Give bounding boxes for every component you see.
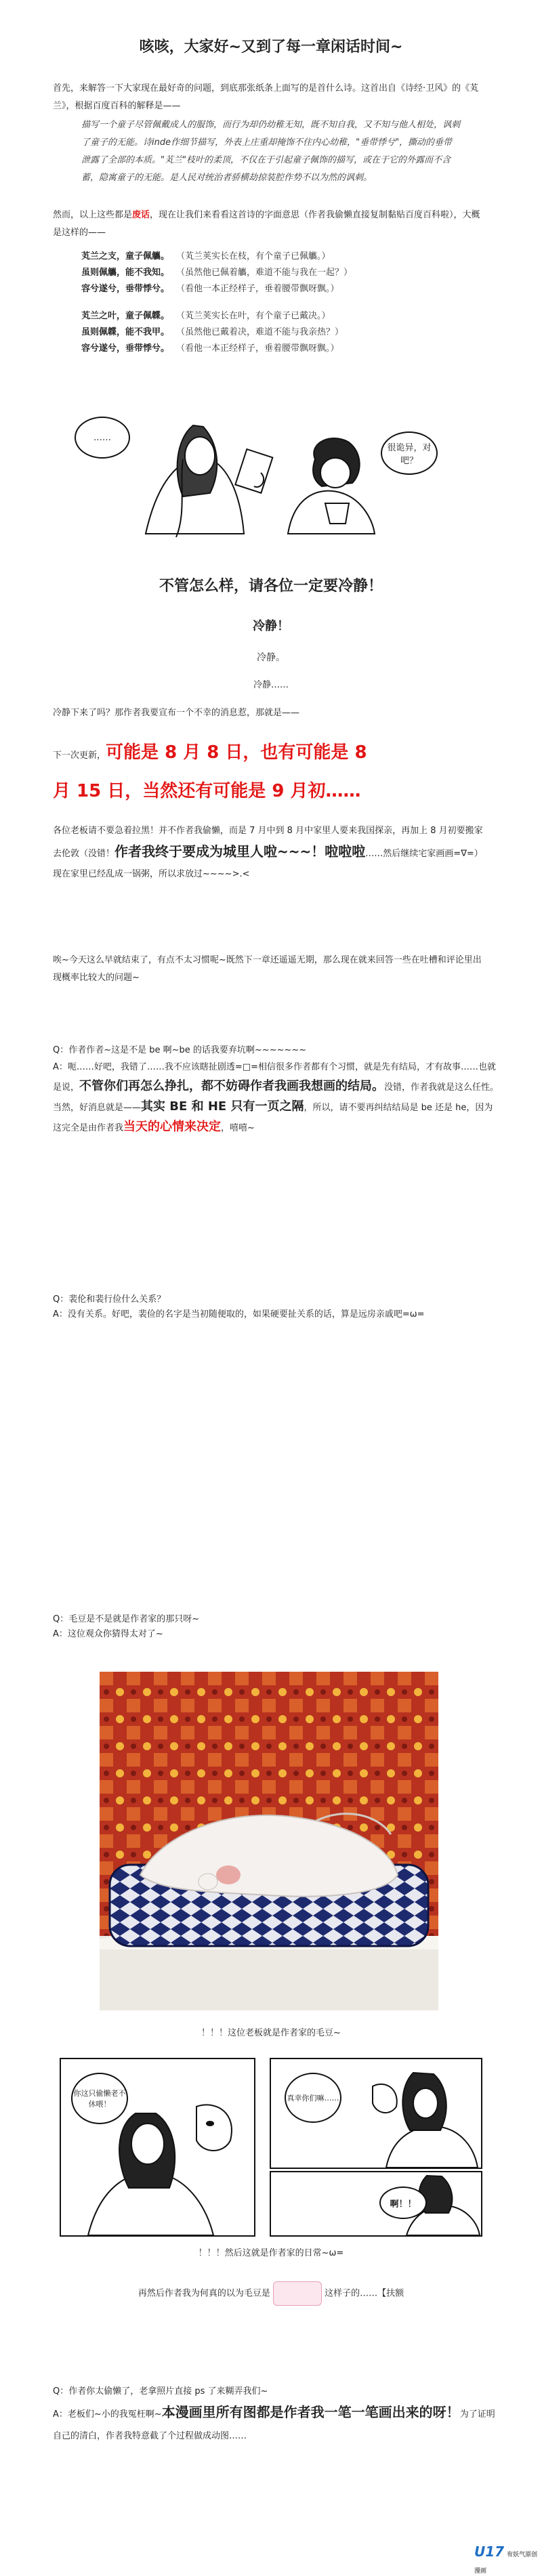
caption-text: 再然后作者我为何真的以为毛豆是 [138, 2288, 270, 2299]
logo-subtext: 有妖气原创漫画 [474, 2552, 538, 2575]
answer-2: A：没有关系。好吧，裴俭的名字是当初随便取的，如果硬要扯关系的话，算是远房亲戚吧=ω= [53, 1309, 425, 1319]
character-left-drawing [146, 425, 272, 537]
logo-text: U17 [474, 2543, 505, 2560]
poem-original: 容兮遂兮，垂带悸兮。 [81, 343, 170, 354]
answer-3: A：这位观众你猜得太对了~ [53, 1629, 163, 1639]
answer-text: A：呃……好吧，我错了……我不应该瞎扯剧透=□=相信很多作者都有个习惯，就是先有结局，才有故事……也就是说， [53, 1062, 496, 1093]
poem-translation: （看他一本正经样子，垂着腰带飘呀飘。） [176, 284, 339, 294]
calm-line-3: 冷静…… [253, 680, 289, 690]
calm-headline: 不管怎么样，请各位一定要冷静！ [159, 578, 383, 595]
cat-photo [100, 1672, 438, 2010]
question-1: Q：作者作者~这是不是 be 啊~be 的话我要弃坑啊~~~~~~~ [53, 1045, 307, 1055]
answer-emphasis: 其实 BE 和 HE 只有一页之隔 [141, 1099, 304, 1114]
intro-paragraph-2 [53, 207, 486, 242]
comic-2-panel-right-bottom [270, 2171, 482, 2237]
poem-original: 虽则佩觿，能不我知。 [81, 268, 170, 278]
poem-original: 芄兰之叶，童子佩韘。 [81, 311, 170, 321]
intro-text: ，现在让我们来看看这首诗的字面意思（作者我偷懒直接复制黏贴百度百科啦），大概是这样的—— [53, 210, 480, 238]
answer-emphasis: 本漫画里所有图都是作者我一笔一笔画出来的呀！ [161, 2404, 460, 2420]
moving-text: ……然后继续宅家画画=∇=）现在家里已经乱成一锅粥，所以求放过~~~~>.< [53, 849, 483, 879]
question-2: Q：裴伦和裴行俭什么关系？ [53, 1294, 166, 1305]
update-date-2: 月 15 日，当然还有可能是 9 月初…… [53, 781, 361, 801]
poem-translation: （虽然他已戴着决，难道不能与我亲热？） [176, 327, 344, 337]
poem-line [81, 249, 461, 265]
poem-line [81, 324, 461, 341]
poem-original: 容兮遂兮，垂带悸兮。 [81, 284, 170, 294]
speech-bubble-2: 真幸你们嘛…… [285, 2073, 341, 2123]
photo-caption: ！！！这位老板就是作者家的毛豆~ [201, 2028, 341, 2038]
question-3: Q：毛豆是不是就是作者家的那只呀~ [53, 1614, 200, 1624]
comic-2-caption: ！！！然后这就是作者家的日常~ω= [198, 2248, 344, 2258]
answer-1 [53, 1058, 500, 1138]
poem-line [81, 281, 461, 297]
qa-intro-paragraph: 唉~今天这么早就结束了，有点不太习惯呢~既然下一章还遥遥无期，那么现在就来回答一些在吐槽和评论里出现概率比较大的问题~ [53, 955, 482, 983]
speech-bubble-right: 很诡异，对吧？ [381, 431, 438, 475]
page-title: 咳咳，大家好~又到了每一章闲话时间~ [139, 39, 403, 56]
comic-2-right-bottom-drawing [271, 2172, 481, 2235]
calm-line-1: 冷静！ [253, 619, 289, 633]
poem-line [81, 308, 461, 324]
speech-bubble-1: 你这只偷懒老不休喂！ [71, 2073, 128, 2124]
poem-stanza-2 [81, 308, 461, 357]
answer-text: ，所以，请不要再纠结结局是 be 还是 he，因为这完全是由作者我 [53, 1103, 493, 1133]
poem-stanza-1 [81, 249, 461, 297]
intro-paragraph: 首先，来解答一下大家现在最好奇的问题，到底那张纸条上面写的是首什么诗。这首出自《诗经·卫风》的《芄兰》，根据百度百科的解释是—— [53, 83, 479, 111]
comic-2-caption-2 [0, 2281, 542, 2306]
answer-emphasis: 不管你们再怎么挣扎，都不妨碍作者我画我想画的结局。 [79, 1079, 385, 1093]
poem-translation: （虽然他已佩着觿，难道不能与我在一起？） [176, 268, 353, 278]
answer-text: 为了证明自己的清白，作者我特意截了个过程做成动图…… [53, 2409, 495, 2441]
answer-4 [53, 2401, 500, 2447]
question-4: Q：作者你太偷懒了，老拿照片直接 ps 了来糊弄我们~ [53, 2386, 268, 2396]
poem-translation: （芄兰荚实长在枝，有个童子已佩觿。） [176, 251, 331, 261]
intro-quote: 描写一个童子尽管佩戴成人的服饰，而行为却仍幼稚无知，既不知自我，又不知与他人相处，讽刺了童子的无能。诗inde作细节描写，外表上庄重却掩饰不住内心幼稚，"垂带悸兮"，撕动的垂带泄露了全部的本质。"芄兰"枝叶的柔顶，不仅在于引起童子佩饰的描写，或在于它的外露而不含蓄，隐寓童子的无能。是人民对统治者骄横劫掠装腔作势不以为然的讽刺。 [81, 120, 461, 183]
poem-line [81, 265, 461, 281]
update-lead: 下一次更新， [53, 751, 106, 761]
poem-translation: （芄兰荚实长在叶，有个童子已戴决。） [176, 311, 331, 321]
poem-translation: （看他一本正经样子，垂着腰带飘呀飘。） [176, 343, 339, 354]
cat-photo-illustration [100, 1672, 438, 2010]
cat-sticker-image [273, 2281, 322, 2306]
moving-highlight: 作者我终于要成为城里人啦~~~！啦啦啦 [114, 843, 366, 860]
character-right-drawing [288, 438, 375, 534]
moving-paragraph [53, 821, 486, 885]
moving-text: 各位老板请不要急着拉黑！并不作者我偷懒，而是 7 月中到 8 月中家里人要来我国探亲，再加上 8 月初要搬家去伦敦（没错！ [53, 826, 483, 859]
calm-paragraph: 冷静下来了吗？那作者我要宣布一个不幸的消息惹，那就是—— [53, 708, 300, 718]
answer-text: 没错，作者我就是这么任性。当然，好消息就是—— [53, 1082, 499, 1113]
intro-text: 然而，以上这些都是 [53, 210, 133, 220]
poem-original: 芄兰之支，童子佩觿。 [81, 251, 170, 261]
calm-line-2: 冷静。 [257, 652, 285, 663]
speech-bubble-left: …… [75, 417, 130, 459]
caption-text: 这样子的……【扶额 [325, 2288, 404, 2299]
site-logo [474, 2543, 542, 2576]
answer-text: ，嘻嘻~ [221, 1123, 255, 1133]
answer-text: A：老板们~小的我冤枉啊~ [53, 2409, 162, 2420]
answer-red-emphasis: 当天的心情来决定 [123, 1120, 222, 1134]
update-announcement [53, 735, 486, 812]
update-date-1: 可能是 8 月 8 日，也有可能是 8 [106, 742, 367, 763]
intro-highlight: 废话 [132, 210, 150, 220]
poem-line [81, 341, 461, 357]
poem-original: 虽则佩韘，能不我甲。 [81, 327, 170, 337]
speech-bubble-3: 啊！！ [379, 2187, 427, 2219]
